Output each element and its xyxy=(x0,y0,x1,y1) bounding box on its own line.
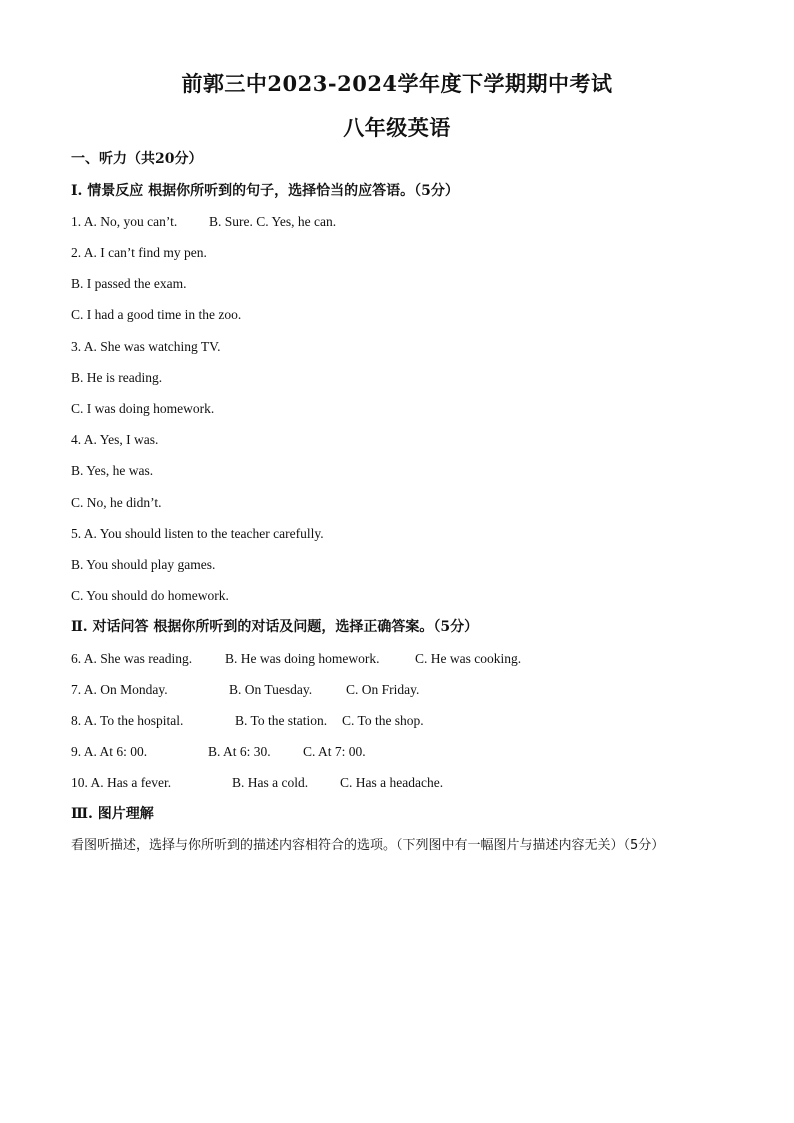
question-7-option-b: B. On Tuesday. xyxy=(229,682,313,697)
question-8-option-a: 8. A. To the hospital. xyxy=(71,713,184,728)
question-2-option-b: B. I passed the exam. xyxy=(71,276,187,291)
question-4-option-b: B. Yes, he was. xyxy=(71,463,154,478)
question-9-option-b: B. At 6: 30. xyxy=(208,744,271,759)
question-3-option-a: 3. A. She was watching TV. xyxy=(71,339,221,354)
question-1 xyxy=(71,213,336,231)
question-7-option-a: 7. A. On Monday. xyxy=(71,682,168,697)
question-2-option-a: 2. A. I can’t find my pen. xyxy=(71,245,207,260)
question-10-option-b: B. Has a cold. xyxy=(232,775,309,790)
question-7 xyxy=(71,681,419,699)
part1-heading: I. 情景反应 根据你所听到的句子，选择恰当的应答语。（5分） xyxy=(71,183,459,199)
question-3-option-b: B. He is reading. xyxy=(71,370,163,385)
part2-heading: Ⅱ. 对话问答 根据你所听到的对话及问题，选择正确答案。（5分） xyxy=(71,619,479,635)
question-2-option-c: C. I had a good time in the zoo. xyxy=(71,307,242,322)
question-4-option-c: C. No, he didn’t. xyxy=(71,495,162,510)
question-6-option-c: C. He was cooking. xyxy=(415,651,522,666)
question-5-option-b: B. You should play games. xyxy=(71,557,216,572)
question-9 xyxy=(71,743,366,761)
exam-title: 前郭三中2023-2024学年度下学期期中考试 xyxy=(181,71,613,96)
question-10 xyxy=(71,774,443,792)
question-5-option-c: C. You should do homework. xyxy=(71,588,229,603)
question-5-option-a: 5. A. You should listen to the teacher carefully. xyxy=(71,526,324,541)
question-10-option-c: C. Has a headache. xyxy=(340,775,444,790)
question-9-option-a: 9. A. At 6: 00. xyxy=(71,744,148,759)
exam-subtitle: 八年级英语 xyxy=(343,115,451,140)
question-7-option-c: C. On Friday. xyxy=(346,682,420,697)
question-8-option-c: C. To the shop. xyxy=(342,713,424,728)
question-3-option-c: C. I was doing homework. xyxy=(71,401,215,416)
part3-heading: Ⅲ. 图片理解 xyxy=(71,806,154,822)
question-6-option-a: 6. A. She was reading. xyxy=(71,651,193,666)
section-listening-heading: 一、听力（共20分） xyxy=(71,151,203,167)
question-6-option-b: B. He was doing homework. xyxy=(225,651,380,666)
question-1-option-bc: B. Sure. C. Yes, he can. xyxy=(209,214,337,229)
question-8 xyxy=(71,712,424,730)
part3-instruction: 看图听描述，选择与你所听到的描述内容相符合的选项。（下列图中有一幅图片与描述内容无关）（5分） xyxy=(71,838,665,853)
question-8-option-b: B. To the station. xyxy=(235,713,328,728)
question-10-option-a: 10. A. Has a fever. xyxy=(71,775,172,790)
question-6 xyxy=(71,650,521,668)
question-9-option-c: C. At 7: 00. xyxy=(303,744,366,759)
question-1-option-a: 1. A. No, you can’t. xyxy=(71,214,178,229)
question-4-option-a: 4. A. Yes, I was. xyxy=(71,432,159,447)
